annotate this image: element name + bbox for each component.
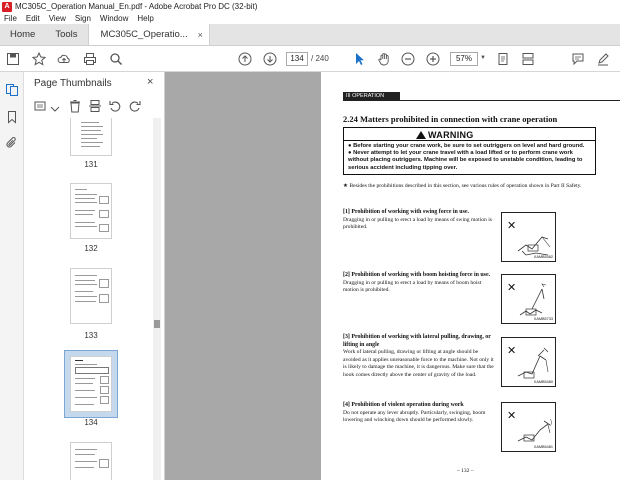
menu-bar	[0, 13, 620, 24]
figure-boom-hoist	[501, 274, 556, 324]
sign-pen-icon[interactable]	[594, 50, 612, 68]
comment-icon[interactable]	[569, 50, 587, 68]
cloud-upload-icon[interactable]	[55, 50, 73, 68]
thumbnail-page-selected[interactable]	[70, 356, 112, 412]
bookmark-star-icon[interactable]	[30, 50, 48, 68]
scrollbar-thumb[interactable]	[154, 320, 160, 328]
tab-bar	[0, 24, 620, 46]
prohibition-item	[343, 334, 496, 380]
tab-close-icon[interactable]: ×	[197, 29, 203, 40]
item-body: Work of lateral pulling, drawing or lifting at angle should be avoided as it applies unreasonable force to the machine. Not only it is likely to damage the machine, it is dangerous. Make sure that the hook comes directly above the center of gravity of the load.	[343, 349, 494, 378]
warning-triangle-icon	[416, 131, 426, 139]
zoom-level-select[interactable]: 57%	[450, 52, 478, 66]
prohibition-item	[343, 209, 496, 232]
page-thumbnails-panel	[24, 72, 165, 480]
search-icon[interactable]	[107, 50, 125, 68]
prohibited-x-icon: ✕	[507, 345, 517, 357]
rotate-right-icon[interactable]	[128, 99, 142, 113]
figure-code: XAMB5733	[533, 317, 553, 321]
page-thumbnails-icon[interactable]	[5, 83, 19, 97]
page-total: / 240	[311, 54, 329, 63]
thumbnail-label: 133	[84, 331, 98, 340]
scroll-mode-icon[interactable]	[519, 50, 537, 68]
crane-illustration	[514, 283, 556, 321]
prohibited-x-icon: ✕	[507, 220, 517, 232]
page-footer-number: – 132 –	[457, 468, 474, 474]
zoom-out-icon[interactable]	[399, 50, 417, 68]
warning-line: ● Never attempt to let your crane travel with a load lifted or to perform crane work without placing outriggers. Machine will be exposed to unstable condition, leading to serious accident including tipping over.	[348, 150, 583, 171]
warning-line: ● Before starting your crane work, be sure to set outriggers on level and hard ground.	[348, 143, 585, 149]
thumbnail-page[interactable]	[70, 118, 112, 156]
thumbnail-page[interactable]	[70, 268, 112, 324]
toolbar	[0, 46, 620, 72]
tab-document[interactable]	[88, 24, 210, 45]
select-cursor-icon[interactable]	[350, 50, 368, 68]
item-title: [2] Prohibition of working with boom hoisting force in use.	[343, 272, 491, 278]
tab-tools[interactable]: Tools	[55, 29, 78, 40]
header-rule	[343, 100, 620, 101]
menu-edit[interactable]: Edit	[25, 14, 40, 23]
tab-home[interactable]: Home	[10, 29, 36, 40]
chapter-tag: III OPERATION	[343, 92, 400, 100]
crane-illustration	[514, 411, 556, 449]
page-number-input[interactable]: 134	[286, 52, 308, 66]
prohibited-x-icon: ✕	[507, 282, 517, 294]
item-body: Dragging in or pulling to erect a load by means of swing motion is prohibited.	[343, 216, 492, 231]
menu-file[interactable]: File	[4, 14, 17, 23]
zoom-in-icon[interactable]	[424, 50, 442, 68]
bookmarks-icon[interactable]	[5, 110, 19, 124]
item-title: [4] Prohibition of violent operation during work	[343, 402, 464, 408]
chevron-down-icon[interactable]: ▼	[480, 55, 486, 61]
note-paragraph: ★ Besides the prohibitions described in this section, see various rules of operation shown in Part II Safety.	[343, 183, 582, 189]
rotate-left-icon[interactable]	[108, 99, 122, 113]
prohibited-x-icon: ✕	[507, 410, 517, 422]
item-title: [3] Prohibition of working with lateral pulling, drawing, or lifting in angle	[343, 334, 491, 348]
panel-title: Page Thumbnails	[34, 78, 112, 89]
figure-code: XAMB5481	[533, 445, 553, 449]
print-icon[interactable]	[81, 50, 99, 68]
thumbnail-page[interactable]	[70, 183, 112, 239]
figure-lateral-pull	[501, 337, 556, 387]
previous-page-icon[interactable]	[236, 50, 254, 68]
insert-page-icon[interactable]	[88, 99, 102, 113]
navigation-rail	[0, 72, 24, 480]
item-body: Do not operate any lever abruptly. Particularly, swinging, boom lowering and winching down should be performed slowly.	[343, 409, 486, 424]
figure-swing	[501, 212, 556, 262]
prohibition-item	[343, 272, 496, 295]
item-body: Dragging in or pulling to erect a load by means of boom hoist motion is prohibited.	[343, 279, 482, 294]
warning-title: WARNING	[428, 130, 474, 140]
delete-page-icon[interactable]	[68, 99, 82, 113]
menu-sign[interactable]: Sign	[74, 14, 91, 23]
attachments-icon[interactable]	[5, 136, 19, 150]
warning-body	[348, 143, 593, 172]
section-title: 2.24 Matters prohibited in connection with crane operation	[343, 114, 558, 124]
prohibition-item	[343, 402, 496, 425]
title-bar	[0, 0, 620, 13]
figure-code: XAMB5482	[533, 255, 553, 259]
figure-violent-operation	[501, 402, 556, 452]
crane-illustration	[514, 221, 556, 259]
thumbnail-label: 132	[84, 244, 98, 253]
thumbnail-scrollbar[interactable]	[153, 118, 161, 480]
pdf-page	[321, 72, 620, 480]
figure-code: XAMB5480	[533, 380, 553, 384]
thumbnail-page[interactable]	[70, 442, 112, 480]
warning-box	[343, 127, 596, 175]
thumbnail-options-icon[interactable]	[34, 99, 48, 113]
next-page-icon[interactable]	[261, 50, 279, 68]
fit-page-icon[interactable]	[494, 50, 512, 68]
menu-view[interactable]: View	[48, 14, 66, 23]
thumbnail-label: 131	[84, 160, 98, 169]
warning-divider	[344, 140, 595, 141]
tab-document-label: MC305C_Operatio...	[100, 29, 188, 40]
hand-tool-icon[interactable]	[375, 50, 393, 68]
chevron-down-icon[interactable]	[48, 102, 62, 116]
window-title: MC305C_Operation Manual_En.pdf - Adobe Acrobat Pro DC (32-bit)	[15, 2, 258, 11]
menu-window[interactable]: Window	[99, 14, 129, 23]
close-icon[interactable]: ×	[147, 76, 154, 88]
acrobat-logo-icon: A	[2, 2, 12, 12]
save-icon[interactable]	[4, 50, 22, 68]
crane-illustration	[514, 346, 556, 384]
item-title: [1] Prohibition of working with swing force in use.	[343, 209, 469, 215]
menu-help[interactable]: Help	[137, 14, 154, 23]
thumbnail-label: 134	[84, 418, 98, 427]
thumbnail-toolbar	[30, 98, 160, 116]
